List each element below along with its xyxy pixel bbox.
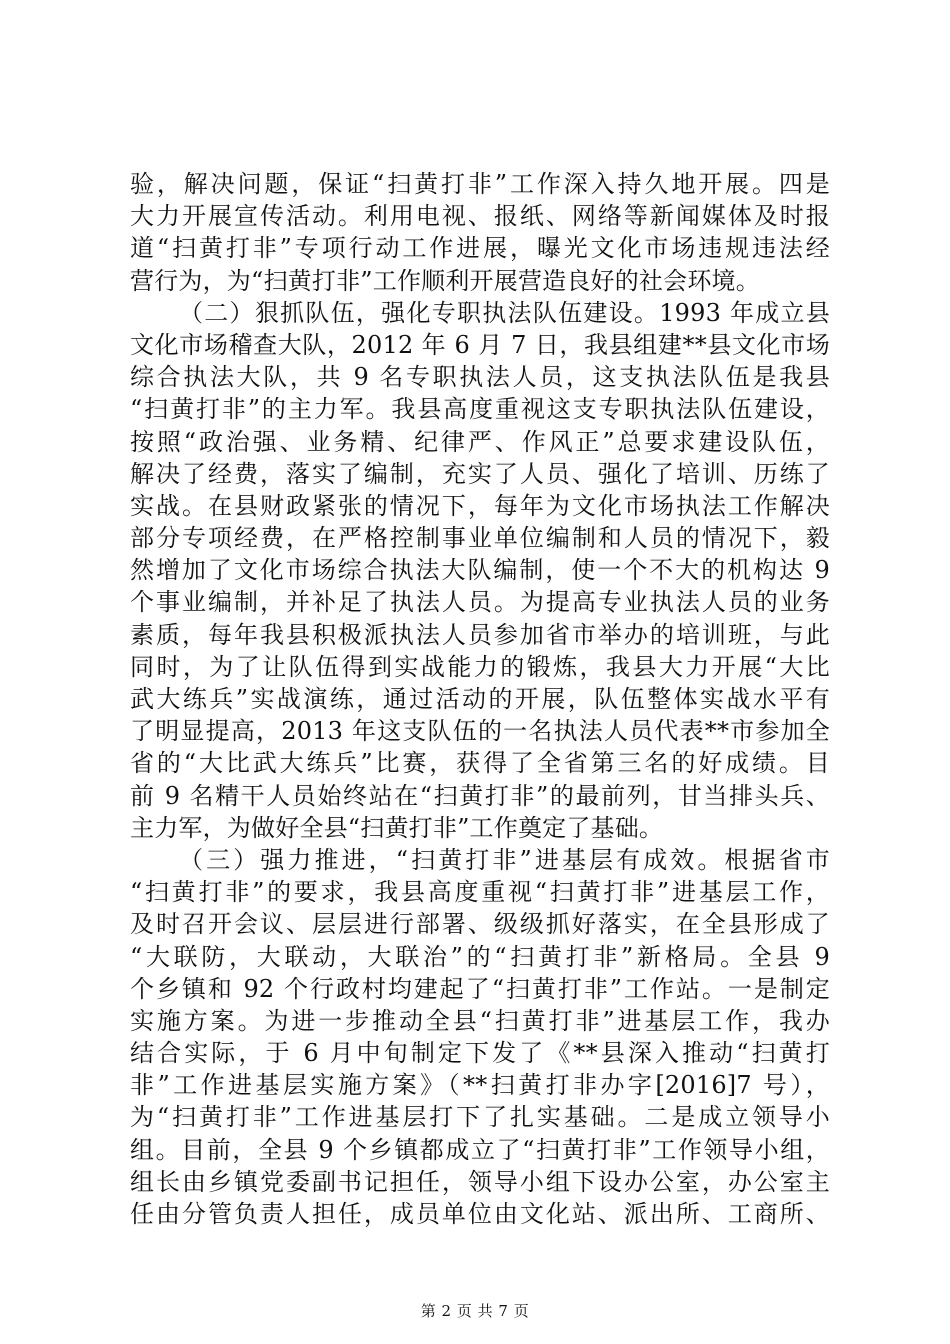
text-line: 素质，每年我县积极派执法人员参加省市举办的培训班，与此 (130, 620, 830, 649)
text-line: 实施方案。为进一步推动全县“扫黄打非”进基层工作，我办 (130, 1006, 830, 1035)
text-line: 实战。在县财政紧张的情况下，每年为文化市场执法工作解决 (130, 491, 830, 520)
text-line: 然增加了文化市场综合执法大队编制，使一个不大的机构达 9 (130, 556, 830, 585)
text-line: 按照“政治强、业务精、纪律严、作风正”总要求建设队伍， (130, 427, 830, 456)
text-line: 个事业编制，并补足了执法人员。为提高专业执法人员的业务 (130, 588, 830, 617)
text-line: 营行为，为“扫黄打非”工作顺利开展营造良好的社会环境。 (130, 266, 760, 295)
text-line: “扫黄打非”的要求，我县高度重视“扫黄打非”进基层工作， (130, 878, 830, 907)
page-number-label: 第 2 页 共 7 页 (420, 1302, 530, 1320)
text-line: 前 9 名精干人员始终站在“扫黄打非”的最前列，甘当排头兵、 (130, 781, 830, 810)
text-line: 武大练兵”实战演练，通过活动的开展，队伍整体实战水平有 (130, 685, 830, 713)
text-line: （三）强力推进，“扫黄打非”进基层有成效。根据省市 (179, 845, 830, 874)
text-line: 综合执法大队，共 9 名专职执法人员，这支执法队伍是我县 (130, 363, 830, 392)
text-line: （二）狠抓队伍，强化专职执法队伍建设。1993 年成立县 (179, 298, 830, 327)
text-line: “扫黄打非”的主力军。我县高度重视这支专职执法队伍建设， (130, 395, 830, 424)
text-line: 及时召开会议、层层进行部署、级级抓好落实，在全县形成了 (130, 910, 830, 939)
text-line: 验，解决问题，保证“扫黄打非”工作深入持久地开展。四是 (130, 170, 830, 198)
text-line: 解决了经费，落实了编制，充实了人员、强化了培训、历练了 (130, 459, 830, 488)
text-line: 文化市场稽查大队，2012 年 6 月 7 日，我县组建**县文化市场 (130, 330, 830, 359)
text-line: 组。目前，全县 9 个乡镇都成立了“扫黄打非”工作领导小组， (130, 1135, 830, 1164)
text-line: 为“扫黄打非”工作进基层打下了扎实基础。二是成立领导小 (130, 1103, 830, 1132)
text-line: 任由分管负责人担任，成员单位由文化站、派出所、工商所、 (130, 1200, 830, 1228)
text-line: 省的“大比武大练兵”比赛，获得了全省第三名的好成绩。目 (130, 749, 830, 778)
text-line: 非”工作进基层实施方案》（**扫黄打非办字[2016]7 号）， (130, 1071, 830, 1100)
text-line: 组长由乡镇党委副书记担任，领导小组下设办公室，办公室主 (130, 1167, 830, 1196)
text-line: 同时，为了让队伍得到实战能力的锻炼，我县大力开展“大比 (130, 652, 830, 681)
text-line: 主力军，为做好全县“扫黄打非”工作奠定了基础。 (130, 813, 664, 842)
page-footer (0, 1300, 950, 1321)
text-line: 个乡镇和 92 个行政村均建起了“扫黄打非”工作站。一是制定 (130, 974, 830, 1003)
document-body (130, 168, 830, 1230)
text-line: 部分专项经费，在严格控制事业单位编制和人员的情况下，毅 (130, 524, 830, 553)
text-line: 了明显提高，2013 年这支队伍的一名执法人员代表**市参加全 (130, 717, 830, 746)
text-line: 结合实际，于 6 月中旬制定下发了《**县深入推动“扫黄打 (130, 1039, 830, 1068)
text-line: “大联防，大联动，大联治”的“扫黄打非”新格局。全县 9 (130, 942, 830, 971)
text-line: 大力开展宣传活动。利用电视、报纸、网络等新闻媒体及时报 (130, 202, 830, 231)
text-line: 道“扫黄打非”专项行动工作进展，曝光文化市场违规违法经 (130, 234, 830, 263)
